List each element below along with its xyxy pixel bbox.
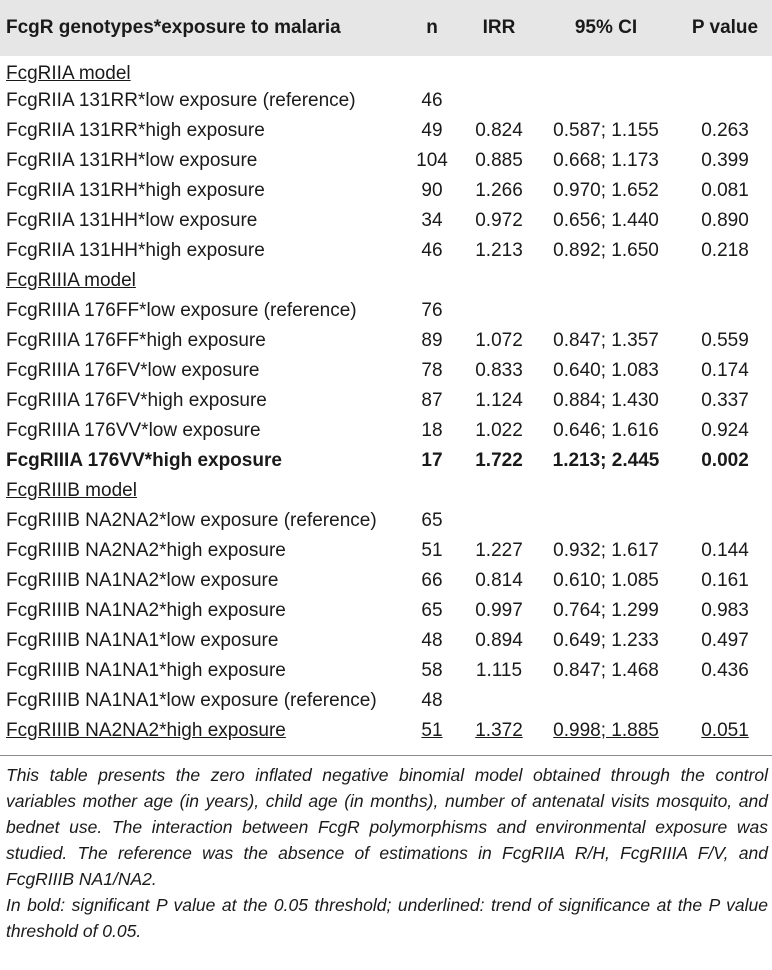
table-row bbox=[0, 356, 772, 386]
section-row bbox=[0, 266, 772, 296]
p-value-cell bbox=[678, 686, 772, 716]
irr-cell-text: 1.115 bbox=[475, 660, 523, 681]
ci-cell-text: 0.970; 1.652 bbox=[553, 180, 659, 201]
irr-cell bbox=[464, 356, 534, 386]
footnote-divider bbox=[0, 755, 772, 756]
p-value-cell bbox=[678, 386, 772, 416]
n-cell bbox=[400, 506, 464, 536]
table-row bbox=[0, 86, 772, 116]
table-footnote bbox=[6, 762, 768, 944]
irr-cell bbox=[464, 716, 534, 746]
n-cell bbox=[400, 116, 464, 146]
genotype-cell bbox=[0, 206, 400, 236]
genotype-cell bbox=[0, 716, 400, 746]
table-row bbox=[0, 566, 772, 596]
p-value-cell-text: 0.337 bbox=[701, 390, 749, 411]
section-title: FcgRIIIB model bbox=[6, 480, 137, 501]
genotype-cell-text: FcgRIIIA 176FV*low exposure bbox=[6, 360, 260, 381]
genotype-cell-text: FcgRIIA 131RH*high exposure bbox=[6, 180, 265, 201]
genotype-cell-text: FcgRIIIB NA1NA2*high exposure bbox=[6, 600, 286, 621]
n-cell bbox=[400, 716, 464, 746]
irr-cell bbox=[464, 116, 534, 146]
genotype-cell bbox=[0, 296, 400, 326]
irr-cell-text: 1.722 bbox=[475, 450, 523, 471]
genotype-cell bbox=[0, 356, 400, 386]
genotype-cell-text: FcgRIIIB NA2NA2*high exposure bbox=[6, 720, 286, 741]
n-cell bbox=[400, 176, 464, 206]
header-genotype: FcgR genotypes*exposure to malaria bbox=[6, 17, 341, 38]
p-value-cell-text: 0.890 bbox=[701, 210, 749, 231]
irr-cell-text: 0.824 bbox=[475, 120, 523, 141]
irr-cell bbox=[464, 206, 534, 236]
p-value-cell-text: 0.161 bbox=[701, 570, 749, 591]
genotype-cell-text: FcgRIIA 131RR*low exposure (reference) bbox=[6, 90, 356, 111]
ci-cell bbox=[534, 386, 678, 416]
irr-cell-text: 0.814 bbox=[475, 570, 523, 591]
ci-cell bbox=[534, 116, 678, 146]
irr-cell bbox=[464, 446, 534, 476]
ci-cell bbox=[534, 326, 678, 356]
genotype-cell bbox=[0, 146, 400, 176]
table-row bbox=[0, 716, 772, 746]
irr-cell bbox=[464, 146, 534, 176]
n-cell bbox=[400, 206, 464, 236]
p-value-cell bbox=[678, 356, 772, 386]
genotype-cell-text: FcgRIIIB NA1NA2*low exposure bbox=[6, 570, 279, 591]
n-cell bbox=[400, 146, 464, 176]
genotype-cell-text: FcgRIIIA 176VV*low exposure bbox=[6, 420, 261, 441]
n-cell bbox=[400, 536, 464, 566]
genotype-cell-text: FcgRIIA 131RR*high exposure bbox=[6, 120, 265, 141]
table-row bbox=[0, 146, 772, 176]
n-cell bbox=[400, 686, 464, 716]
table-body bbox=[0, 56, 772, 746]
ci-cell-text: 0.932; 1.617 bbox=[553, 540, 659, 561]
n-cell-text: 66 bbox=[421, 570, 443, 591]
p-value-cell-text: 0.174 bbox=[701, 360, 749, 381]
section-title: FcgRIIIA model bbox=[6, 270, 136, 291]
ci-cell bbox=[534, 86, 678, 116]
p-value-cell bbox=[678, 296, 772, 326]
genotype-cell-text: FcgRIIIB NA2NA2*high exposure bbox=[6, 540, 286, 561]
genotype-cell-text: FcgRIIIB NA2NA2*low exposure (reference) bbox=[6, 510, 377, 531]
p-value-cell bbox=[678, 656, 772, 686]
n-cell bbox=[400, 326, 464, 356]
table-row bbox=[0, 626, 772, 656]
genotype-cell-text: FcgRIIIA 176FF*high exposure bbox=[6, 330, 266, 351]
n-cell-text: 17 bbox=[421, 450, 443, 471]
p-value-cell-text: 0.081 bbox=[701, 180, 749, 201]
section-row bbox=[0, 476, 772, 506]
ci-cell bbox=[534, 356, 678, 386]
p-value-cell bbox=[678, 536, 772, 566]
n-cell bbox=[400, 86, 464, 116]
ci-cell bbox=[534, 686, 678, 716]
section-row bbox=[0, 56, 772, 86]
genotype-cell bbox=[0, 176, 400, 206]
header-irr: IRR bbox=[482, 17, 516, 38]
n-cell bbox=[400, 356, 464, 386]
p-value-cell-text: 0.497 bbox=[701, 630, 749, 651]
ci-cell-text: 0.649; 1.233 bbox=[553, 630, 659, 651]
genotype-cell bbox=[0, 536, 400, 566]
n-cell-text: 51 bbox=[421, 540, 443, 561]
genotype-cell bbox=[0, 566, 400, 596]
genotype-cell-text: FcgRIIIB NA1NA1*low exposure bbox=[6, 630, 279, 651]
irr-cell-text: 1.022 bbox=[475, 420, 523, 441]
ci-cell bbox=[534, 656, 678, 686]
irr-cell bbox=[464, 596, 534, 626]
irr-cell-text: 1.124 bbox=[475, 390, 523, 411]
irr-cell-text: 0.972 bbox=[475, 210, 523, 231]
irr-cell-text: 1.227 bbox=[475, 540, 523, 561]
irr-cell-text: 1.072 bbox=[475, 330, 523, 351]
ci-cell-text: 0.847; 1.468 bbox=[553, 660, 659, 681]
n-cell bbox=[400, 416, 464, 446]
table-header bbox=[0, 0, 772, 56]
p-value-cell-text: 0.218 bbox=[701, 240, 749, 261]
table-row bbox=[0, 296, 772, 326]
irr-cell bbox=[464, 86, 534, 116]
p-value-cell-text: 0.399 bbox=[701, 150, 749, 171]
table-row bbox=[0, 446, 772, 476]
section-title: FcgRIIA model bbox=[6, 63, 131, 84]
ci-cell bbox=[534, 596, 678, 626]
irr-cell-text: 0.997 bbox=[475, 600, 523, 621]
n-cell-text: 90 bbox=[421, 180, 443, 201]
genotype-cell bbox=[0, 446, 400, 476]
ci-cell bbox=[534, 146, 678, 176]
n-cell-text: 89 bbox=[421, 330, 443, 351]
irr-cell-text: 0.833 bbox=[475, 360, 523, 381]
n-cell bbox=[400, 566, 464, 596]
table-row bbox=[0, 656, 772, 686]
n-cell-text: 65 bbox=[421, 600, 443, 621]
ci-cell bbox=[534, 446, 678, 476]
header-ci: 95% CI bbox=[574, 17, 638, 38]
ci-cell-text: 0.764; 1.299 bbox=[553, 600, 659, 621]
n-cell-text: 78 bbox=[421, 360, 443, 381]
n-cell-text: 49 bbox=[421, 120, 443, 141]
n-cell-text: 76 bbox=[421, 300, 443, 321]
ci-cell-text: 0.587; 1.155 bbox=[553, 120, 659, 141]
genotype-cell bbox=[0, 506, 400, 536]
table-row bbox=[0, 236, 772, 266]
p-value-cell-text: 0.559 bbox=[701, 330, 749, 351]
n-cell-text: 58 bbox=[421, 660, 443, 681]
genotype-cell-text: FcgRIIIB NA1NA1*high exposure bbox=[6, 660, 286, 681]
genotype-cell bbox=[0, 386, 400, 416]
irr-cell-text: 1.372 bbox=[475, 720, 523, 741]
p-value-cell-text: 0.436 bbox=[701, 660, 749, 681]
irr-cell bbox=[464, 626, 534, 656]
p-value-cell-text: 0.924 bbox=[701, 420, 749, 441]
table-row bbox=[0, 416, 772, 446]
genotype-cell-text: FcgRIIA 131HH*high exposure bbox=[6, 240, 265, 261]
table-row bbox=[0, 596, 772, 626]
genotype-cell bbox=[0, 626, 400, 656]
genotype-cell bbox=[0, 116, 400, 146]
n-cell-text: 104 bbox=[416, 150, 448, 171]
n-cell-text: 65 bbox=[421, 510, 443, 531]
genotype-cell-text: FcgRIIIA 176FV*high exposure bbox=[6, 390, 267, 411]
table-row bbox=[0, 386, 772, 416]
ci-cell bbox=[534, 536, 678, 566]
p-value-cell bbox=[678, 236, 772, 266]
irr-cell bbox=[464, 416, 534, 446]
n-cell-text: 48 bbox=[421, 690, 443, 711]
n-cell bbox=[400, 386, 464, 416]
header-p-value: P value bbox=[691, 17, 759, 38]
irr-cell bbox=[464, 656, 534, 686]
irr-cell bbox=[464, 686, 534, 716]
ci-cell bbox=[534, 566, 678, 596]
p-value-cell bbox=[678, 626, 772, 656]
p-value-cell bbox=[678, 116, 772, 146]
genotype-cell bbox=[0, 596, 400, 626]
n-cell-text: 34 bbox=[421, 210, 443, 231]
p-value-cell-text: 0.051 bbox=[701, 720, 749, 741]
genotype-cell-text: FcgRIIA 131RH*low exposure bbox=[6, 150, 258, 171]
table-row bbox=[0, 326, 772, 356]
ci-cell bbox=[534, 206, 678, 236]
genotype-cell bbox=[0, 86, 400, 116]
n-cell-text: 46 bbox=[421, 240, 443, 261]
footnote-paragraph-2: In bold: significant P value at the 0.05 threshold; underlined: trend of significance at the P value threshold of 0.05. bbox=[6, 895, 768, 941]
irr-cell bbox=[464, 386, 534, 416]
irr-cell-text: 0.894 bbox=[475, 630, 523, 651]
n-cell bbox=[400, 596, 464, 626]
ci-cell-text: 0.668; 1.173 bbox=[553, 150, 659, 171]
irr-cell bbox=[464, 296, 534, 326]
ci-cell-text: 0.640; 1.083 bbox=[553, 360, 659, 381]
genotype-cell-text: FcgRIIIA 176FF*low exposure (reference) bbox=[6, 300, 357, 321]
ci-cell-text: 0.610; 1.085 bbox=[553, 570, 659, 591]
ci-cell-text: 0.646; 1.616 bbox=[553, 420, 659, 441]
n-cell-text: 46 bbox=[421, 90, 443, 111]
irr-cell bbox=[464, 536, 534, 566]
ci-cell-text: 0.884; 1.430 bbox=[553, 390, 659, 411]
irr-cell bbox=[464, 236, 534, 266]
ci-cell-text: 0.892; 1.650 bbox=[553, 240, 659, 261]
table-row bbox=[0, 176, 772, 206]
irr-cell-text: 0.885 bbox=[475, 150, 523, 171]
table-row bbox=[0, 536, 772, 566]
header-row bbox=[0, 0, 772, 56]
n-cell bbox=[400, 656, 464, 686]
p-value-cell bbox=[678, 416, 772, 446]
p-value-cell bbox=[678, 326, 772, 356]
p-value-cell bbox=[678, 716, 772, 746]
ci-cell bbox=[534, 626, 678, 656]
ci-cell bbox=[534, 176, 678, 206]
n-cell-text: 18 bbox=[421, 420, 443, 441]
table-row bbox=[0, 506, 772, 536]
p-value-cell bbox=[678, 206, 772, 236]
genotype-cell bbox=[0, 236, 400, 266]
ci-cell-text: 0.656; 1.440 bbox=[553, 210, 659, 231]
ci-cell bbox=[534, 296, 678, 326]
irr-cell-text: 1.266 bbox=[475, 180, 523, 201]
irr-cell bbox=[464, 566, 534, 596]
ci-cell bbox=[534, 716, 678, 746]
table-row bbox=[0, 206, 772, 236]
p-value-cell-text: 0.983 bbox=[701, 600, 749, 621]
n-cell bbox=[400, 626, 464, 656]
p-value-cell bbox=[678, 566, 772, 596]
genotype-cell bbox=[0, 416, 400, 446]
genotype-cell bbox=[0, 656, 400, 686]
ci-cell bbox=[534, 236, 678, 266]
ci-cell-text: 0.998; 1.885 bbox=[553, 720, 659, 741]
table-row bbox=[0, 116, 772, 146]
p-value-cell-text: 0.002 bbox=[701, 450, 749, 471]
genotype-cell-text: FcgRIIIA 176VV*high exposure bbox=[6, 450, 282, 471]
n-cell-text: 51 bbox=[421, 720, 443, 741]
irr-cell-text: 1.213 bbox=[475, 240, 523, 261]
p-value-cell-text: 0.263 bbox=[701, 120, 749, 141]
header-n: n bbox=[426, 17, 438, 38]
p-value-cell-text: 0.144 bbox=[701, 540, 749, 561]
p-value-cell bbox=[678, 176, 772, 206]
footnote-paragraph-1: This table presents the zero inflated negative binomial model obtained through the control variables mother age (in years), child age (in months), number of antenatal visits mosquito, and bednet use. The interaction between FcgR polymorphisms and environmental exposure was studied. The reference was the absence of estimations in FcgRIIA R/H, FcgRIIIA F/V, and FcgRIIIB NA1/NA2. bbox=[6, 765, 768, 889]
irr-cell bbox=[464, 326, 534, 356]
p-value-cell bbox=[678, 86, 772, 116]
genotype-cell-text: FcgRIIIB NA1NA1*low exposure (reference) bbox=[6, 690, 377, 711]
ci-cell-text: 0.847; 1.357 bbox=[553, 330, 659, 351]
genotype-cell bbox=[0, 326, 400, 356]
n-cell-text: 48 bbox=[421, 630, 443, 651]
n-cell bbox=[400, 236, 464, 266]
genotype-cell bbox=[0, 686, 400, 716]
p-value-cell bbox=[678, 146, 772, 176]
p-value-cell bbox=[678, 506, 772, 536]
n-cell bbox=[400, 446, 464, 476]
ci-cell bbox=[534, 506, 678, 536]
table-row bbox=[0, 686, 772, 716]
n-cell-text: 87 bbox=[421, 390, 443, 411]
ci-cell-text: 1.213; 2.445 bbox=[552, 450, 660, 471]
ci-cell bbox=[534, 416, 678, 446]
irr-cell bbox=[464, 506, 534, 536]
p-value-cell bbox=[678, 446, 772, 476]
irr-cell bbox=[464, 176, 534, 206]
n-cell bbox=[400, 296, 464, 326]
genotype-cell-text: FcgRIIA 131HH*low exposure bbox=[6, 210, 258, 231]
p-value-cell bbox=[678, 596, 772, 626]
